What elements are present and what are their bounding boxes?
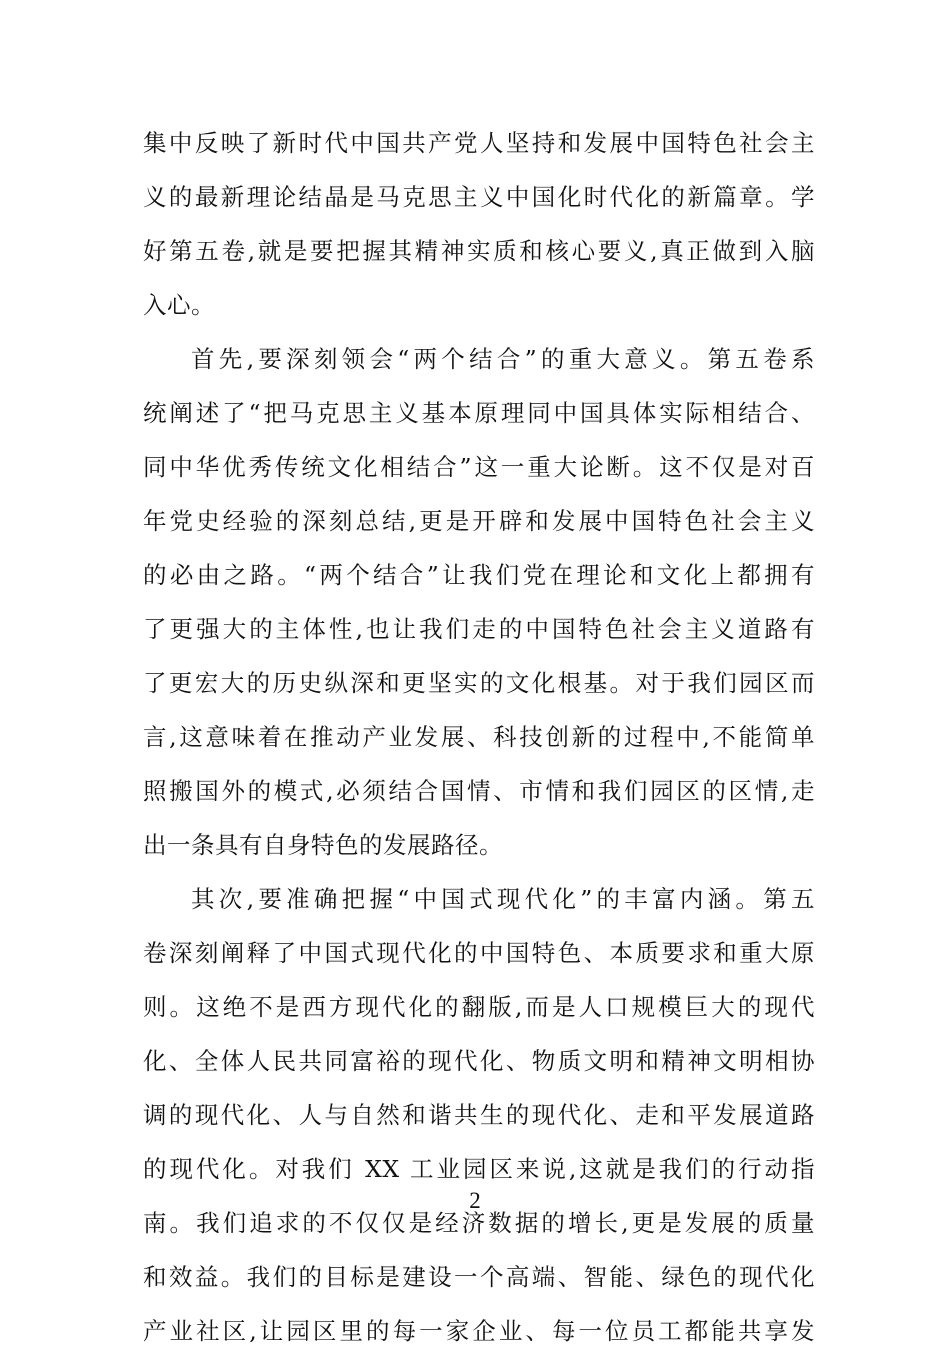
text-line: 化、全体人民共同富裕的现代化、物质文明和精神文明相协 [143,1047,815,1075]
text-line: 产业社区,让园区里的每一家企业、每一位员工都能共享发 [143,1317,815,1345]
text-line: 了更强大的主体性,也让我们走的中国特色社会主义道路有 [143,615,815,643]
text-line: 南。我们追求的不仅仅是经济数据的增长,更是发展的质量 [143,1209,815,1237]
text-line: 集中反映了新时代中国共产党人坚持和发展中国特色社会主 [143,129,815,157]
text-line: 好第五卷,就是要把握其精神实质和核心要义,真正做到入脑 [143,237,815,265]
page-number: 2 [469,1188,481,1213]
text-line: 卷深刻阐释了中国式现代化的中国特色、本质要求和重大原 [143,939,815,967]
text-line: 统阐述了“把马克思主义基本原理同中国具体实际相结合、 [143,399,815,427]
text-line: 调的现代化、人与自然和谐共生的现代化、走和平发展道路 [143,1101,815,1129]
text-line: 出一条具有自身特色的发展路径。 [143,831,503,859]
text-line: 言,这意味着在推动产业发展、科技创新的过程中,不能简单 [143,723,815,751]
text-line: 义的最新理论结晶是马克思主义中国化时代化的新篇章。学 [143,183,815,211]
body-text [143,116,815,1358]
text-line: 年党史经验的深刻总结,更是开辟和发展中国特色社会主义 [143,507,815,535]
text-line: 和效益。我们的目标是建设一个高端、智能、绿色的现代化 [143,1263,815,1291]
text-line: 则。这绝不是西方现代化的翻版,而是人口规模巨大的现代 [143,993,815,1021]
paragraph-first-line: 首先,要深刻领会“两个结合”的重大意义。第五卷系 [191,345,815,373]
text-line: 同中华优秀传统文化相结合”这一重大论断。这不仅是对百 [143,453,815,481]
text-line: 了更宏大的历史纵深和更坚实的文化根基。对于我们园区而 [143,669,815,697]
text-line: 的现代化。对我们 XX 工业园区来说,这就是我们的行动指 [143,1155,815,1183]
text-line: 照搬国外的模式,必须结合国情、市情和我们园区的区情,走 [143,777,815,805]
paragraph-first-line: 其次,要准确把握“中国式现代化”的丰富内涵。第五 [191,885,815,913]
text-line: 入心。 [143,291,215,319]
text-line: 的必由之路。“两个结合”让我们党在理论和文化上都拥有 [143,561,815,589]
